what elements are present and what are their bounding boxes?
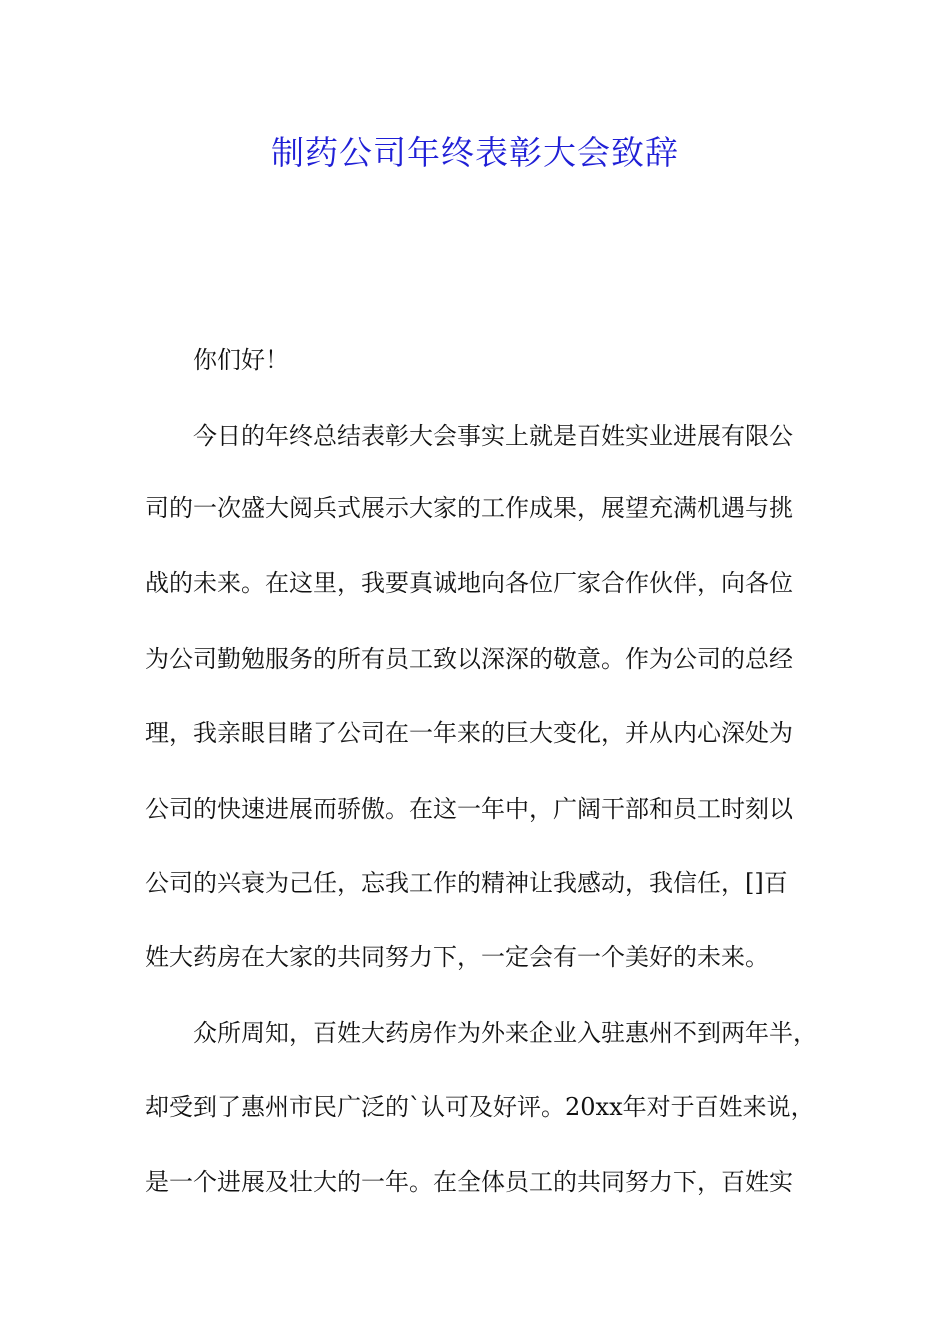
paragraph-line: 战的未来。在这里，我要真诚地向各位厂家合作伙伴，向各位 (145, 569, 793, 597)
paragraph-line: 今日的年终总结表彰大会事实上就是百姓实业进展有限公 (193, 422, 793, 450)
paragraph-line: 姓大药房在大家的共同努力下，一定会有一个美好的未来。 (145, 943, 769, 971)
paragraph-line: 为公司勤勉服务的所有员工致以深深的敬意。作为公司的总经 (145, 645, 793, 673)
paragraph-line: 公司的兴衰为己任，忘我工作的精神让我感动，我信任，[]百 (145, 869, 788, 897)
paragraph-line: 公司的快速进展而骄傲。在这一年中，广阔干部和员工时刻以 (145, 795, 793, 823)
paragraph-line: 是一个进展及壮大的一年。在全体员工的共同努力下，百姓实 (145, 1168, 793, 1196)
greeting-line: 你们好！ (193, 346, 289, 374)
paragraph-line: 却受到了惠州市民广泛的`认可及好评。20xx年对于百姓来说， (145, 1093, 815, 1121)
document-title: 制药公司年终表彰大会致辞 (271, 133, 679, 172)
paragraph-line: 司的一次盛大阅兵式展示大家的工作成果，展望充满机遇与挑 (145, 494, 793, 522)
paragraph-line: 理，我亲眼目睹了公司在一年来的巨大变化，并从内心深处为 (145, 719, 793, 747)
paragraph-line: 众所周知，百姓大药房作为外来企业入驻惠州不到两年半， (193, 1019, 817, 1047)
